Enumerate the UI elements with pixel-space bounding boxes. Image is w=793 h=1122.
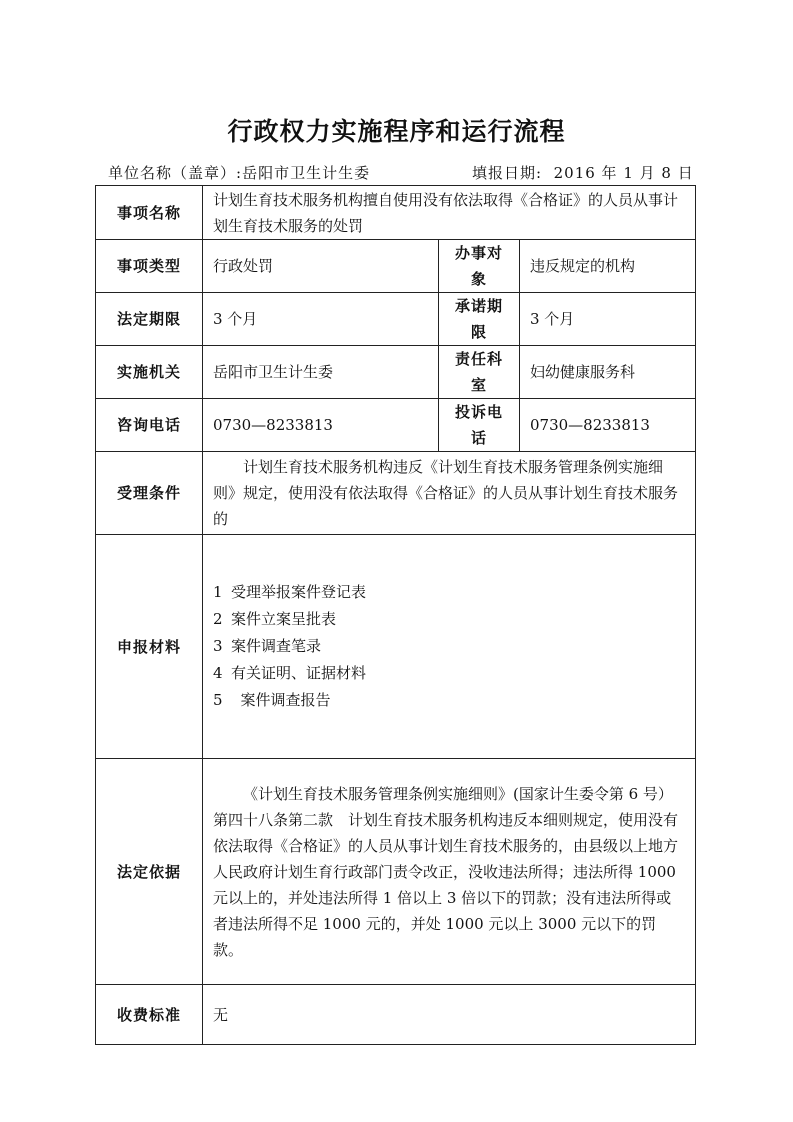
legal-basis-value: 《计划生育技术服务管理条例实施细则》(国家计生委令第 6 号）第四十八条第二款 计划生育技术服务机构违反本细则规定，使用没有依法取得《合格证》的人员从事计划生育技术服务的，由县级以上地方人民政府计划生育行政部门责令改正，没收违法所得；违法所得 1000 元以上的，并处违法所得 1 倍以上 3 倍以下的罚款；没有违法所得或者违法所得不足 1000 元的，并处 1000 元以上 3000 元以下的罚款。 [203, 759, 696, 985]
materials-label: 申报材料 [96, 535, 203, 759]
form-table [95, 185, 696, 1045]
target-label: 办事对象 [439, 240, 520, 293]
materials-list [213, 579, 685, 714]
item-name-label: 事项名称 [96, 186, 203, 240]
list-item: 4 有关证明、证据材料 [213, 664, 367, 682]
legal-basis-label: 法定依据 [96, 759, 203, 985]
materials-list-cell [203, 535, 696, 759]
agency-value: 岳阳市卫生计生委 [203, 346, 439, 399]
unit-field [108, 162, 370, 183]
date-field [472, 162, 694, 183]
row-agency [96, 346, 696, 399]
conditions-label: 受理条件 [96, 452, 203, 535]
page-title: 行政权力实施程序和运行流程 [227, 117, 566, 146]
row-materials [96, 535, 696, 759]
row-legal-basis [96, 759, 696, 985]
list-item: 3 案件调查笔录 [213, 637, 322, 655]
target-value: 违反规定的机构 [520, 240, 696, 293]
promise-period-label: 承诺期限 [439, 293, 520, 346]
row-item-name [96, 186, 696, 240]
row-phone [96, 399, 696, 452]
item-type-value: 行政处罚 [203, 240, 439, 293]
unit-value: 岳阳市卫生计生委 [242, 164, 371, 182]
item-type-label: 事项类型 [96, 240, 203, 293]
date-label: 填报日期: [472, 164, 543, 182]
list-item: 2 案件立案呈批表 [213, 610, 337, 628]
list-item: 1 受理举报案件登记表 [213, 583, 367, 601]
consult-phone-label: 咨询电话 [96, 399, 203, 452]
conditions-value: 计划生育技术服务机构违反《计划生育技术服务管理条例实施细则》规定，使用没有依法取得《合格证》的人员从事计划生育技术服务的 [203, 452, 696, 535]
row-conditions [96, 452, 696, 535]
agency-label: 实施机关 [96, 346, 203, 399]
department-label: 责任科室 [439, 346, 520, 399]
row-period [96, 293, 696, 346]
department-value: 妇幼健康服务科 [520, 346, 696, 399]
row-fee [96, 985, 696, 1045]
complaint-phone-value: 0730—8233813 [520, 399, 696, 452]
fee-label: 收费标准 [96, 985, 203, 1045]
row-item-type [96, 240, 696, 293]
promise-period-value: 3 个月 [520, 293, 696, 346]
consult-phone-value: 0730—8233813 [203, 399, 439, 452]
unit-label: 单位名称（盖章）: [108, 164, 243, 182]
legal-period-label: 法定期限 [96, 293, 203, 346]
complaint-phone-label: 投诉电话 [439, 399, 520, 452]
fee-value: 无 [203, 985, 696, 1045]
list-item: 5 案件调查报告 [213, 691, 331, 709]
legal-period-value: 3 个月 [203, 293, 439, 346]
date-value: 2016 年 1 月 8 日 [553, 164, 694, 182]
item-name-value: 计划生育技术服务机构擅自使用没有依法取得《合格证》的人员从事计划生育技术服务的处罚 [203, 186, 696, 240]
